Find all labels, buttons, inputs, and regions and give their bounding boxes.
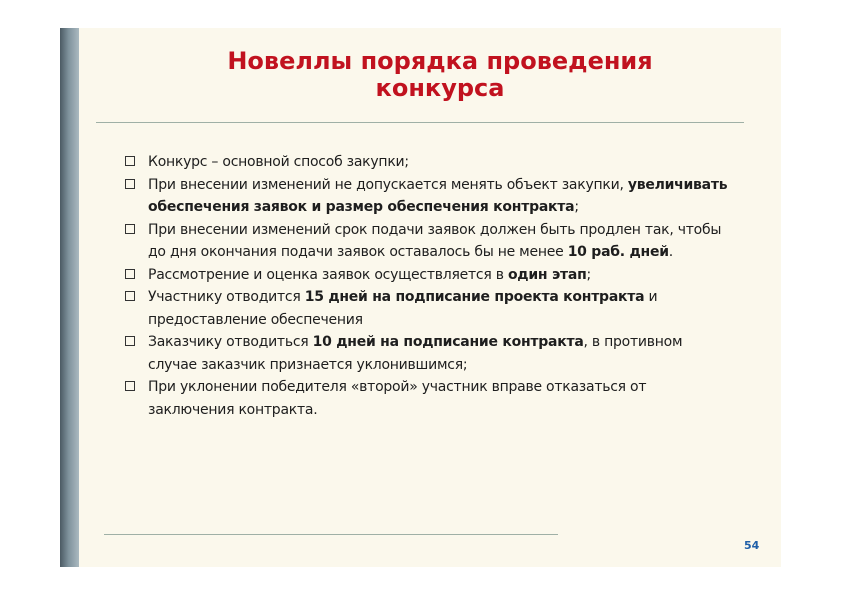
item-bold-text: 10 раб. дней [567,244,669,260]
item-text: При внесении изменений не допускается менять объект закупки, [148,176,628,193]
list-item [124,286,734,331]
slide-title-line-1: Новеллы порядка проведения [227,47,653,75]
checkbox-bullet-icon [125,336,135,346]
item-text: При внесении изменений срок подачи заявок должен быть продлен так, чтобы до дня окончания подачи заявок оставалось бы не менее [148,221,722,260]
item-text-tail: ; [586,266,591,283]
checkbox-bullet-icon [125,291,135,301]
item-bold-text: увеличивать обеспечения заявок и размер обеспечения контракта [148,176,728,215]
item-text-tail: ; [574,199,579,215]
item-text: Конкурс – основной способ закупки; [148,154,409,170]
item-text-tail: и предоставление обеспечения [148,289,658,328]
title-divider [96,122,744,123]
list-item [124,174,734,219]
page-number: 54 [744,539,760,552]
item-text: Заказчику отводиться [148,334,313,350]
item-text: Рассмотрение и оценка заявок осуществляется в [148,266,508,283]
slide-title [150,48,730,102]
item-text: При уклонении победителя «второй» участник вправе отказаться от заключения контракта. [148,379,647,418]
checkbox-bullet-icon [125,269,135,279]
list-item [124,219,734,264]
item-text-tail: , в противном случае заказчик признается уклонившимся; [148,334,683,373]
slide [60,28,781,567]
item-bold-text: 15 дней на подписание проекта контракта [304,289,645,305]
checkbox-bullet-icon [125,381,135,391]
checkbox-bullet-icon [125,179,135,189]
item-text-tail: . [668,244,673,260]
item-text: Участнику отводится [148,289,305,305]
footer-divider [104,534,558,535]
slide-title-line-2: конкурса [375,74,505,102]
item-bold-text: 10 дней на подписание контракта [312,334,584,350]
list-item [124,331,734,376]
list-item [124,376,734,421]
list-item [124,151,734,174]
bullet-list [124,151,734,421]
list-item [124,264,734,287]
checkbox-bullet-icon [125,156,135,166]
slide-left-bar [60,28,79,567]
item-bold-text: один этап [507,266,587,283]
checkbox-bullet-icon [125,224,135,234]
